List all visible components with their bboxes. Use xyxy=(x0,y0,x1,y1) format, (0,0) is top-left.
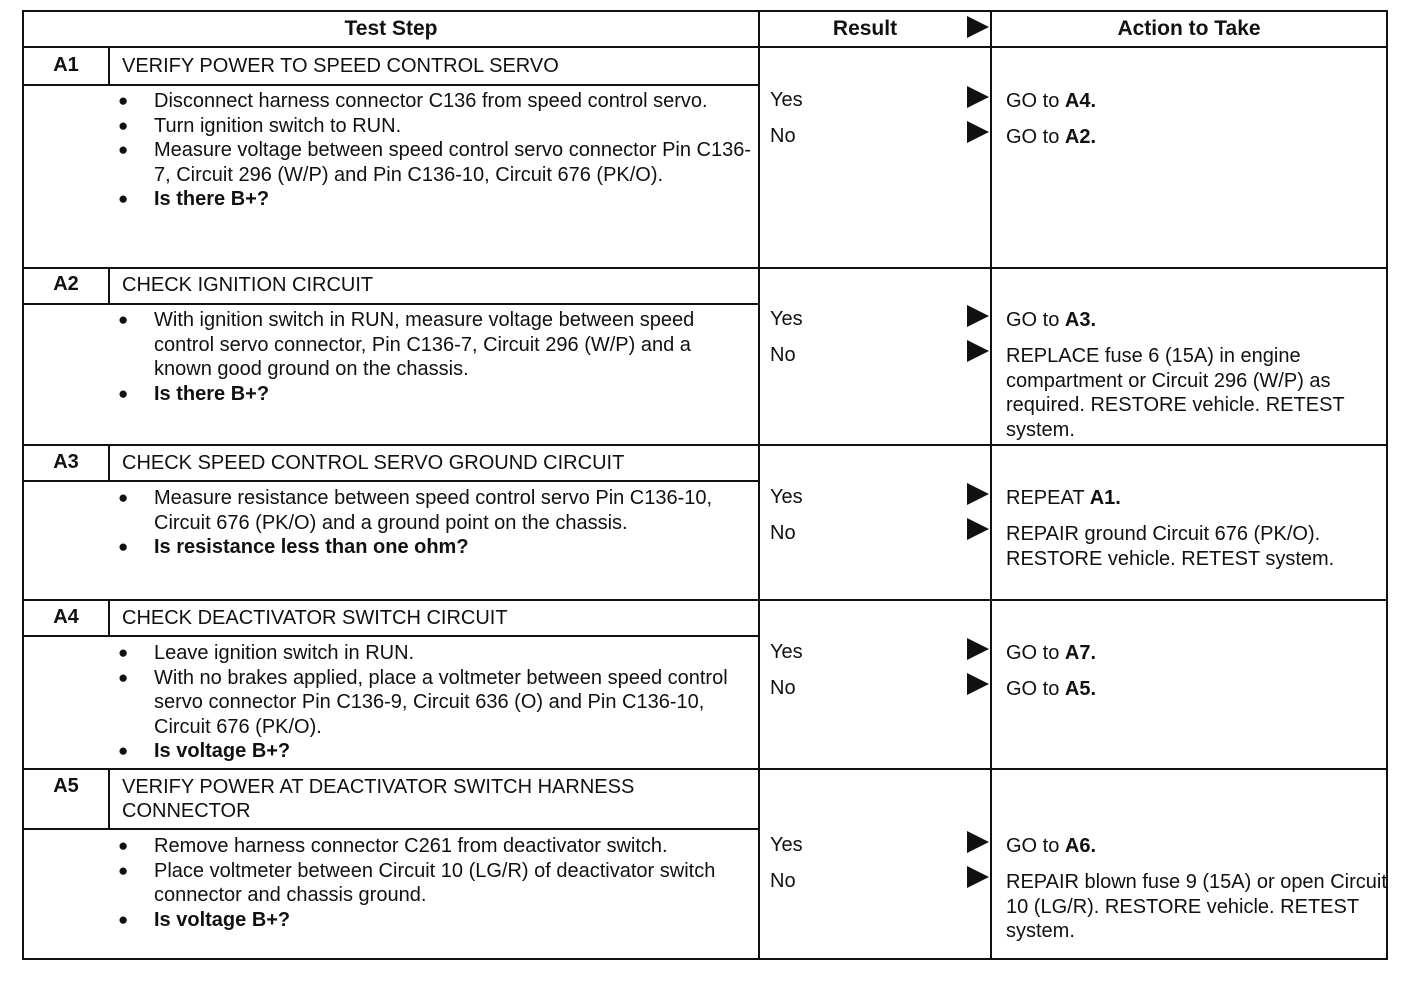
step-a5 xyxy=(24,770,1386,958)
bullet-item: ● Remove harness connector C261 from deactivator switch. xyxy=(114,834,754,859)
step-bullets xyxy=(114,308,754,406)
arrow-icon xyxy=(967,86,989,108)
diagnostic-table xyxy=(22,10,1388,960)
step-id: A3 xyxy=(53,451,79,473)
action-no xyxy=(1006,344,1388,442)
step-bullets xyxy=(114,89,754,212)
action-text: GO to xyxy=(1006,90,1065,112)
action-text: REPAIR blown fuse 9 (15A) or open Circuit 10 (LG/R). RESTORE vehicle. RETEST system. xyxy=(1006,871,1387,942)
title-divider xyxy=(24,480,758,482)
bullet-item: ● Measure resistance between speed control servo Pin C136-10, Circuit 676 (PK/O) and a ground point on the chassis. xyxy=(114,486,754,535)
step-bullets xyxy=(114,486,754,560)
bullet-question: ● Is there B+? xyxy=(114,187,754,212)
action-text: GO to xyxy=(1006,642,1065,664)
arrow-icon xyxy=(967,305,989,327)
title-divider xyxy=(24,84,758,86)
step-id: A5 xyxy=(53,775,79,797)
action-text: REPEAT xyxy=(1006,487,1090,509)
bullet-question: ● Is resistance less than one ohm? xyxy=(114,535,754,560)
result-no: No xyxy=(770,522,796,544)
step-a2 xyxy=(24,269,1386,444)
step-bullets xyxy=(114,641,754,764)
bullet-item: ● Leave ignition switch in RUN. xyxy=(114,641,754,666)
result-yes: Yes xyxy=(770,308,803,330)
action-text: GO to xyxy=(1006,835,1065,857)
id-divider xyxy=(108,48,110,84)
arrow-icon xyxy=(967,340,989,362)
result-yes: Yes xyxy=(770,641,803,663)
id-divider xyxy=(108,601,110,635)
action-text: REPAIR ground Circuit 676 (PK/O). RESTORE vehicle. RETEST system. xyxy=(1006,523,1335,570)
step-id: A4 xyxy=(53,606,79,628)
step-title: VERIFY POWER TO SPEED CONTROL SERVO xyxy=(122,55,559,77)
result-yes: Yes xyxy=(770,834,803,856)
result-yes: Yes xyxy=(770,486,803,508)
action-ref: A4. xyxy=(1064,90,1097,112)
result-no: No xyxy=(770,870,796,892)
step-title: CHECK DEACTIVATOR SWITCH CIRCUIT xyxy=(122,607,508,629)
action-yes xyxy=(1006,486,1388,511)
arrow-icon xyxy=(967,673,989,695)
bullet-item: ● Measure voltage between speed control servo connector Pin C136-7, Circuit 296 (W/P) and Pin C136-10, Circuit 676 (PK/O). xyxy=(114,138,754,187)
header-test-step: Test Step xyxy=(344,17,438,40)
result-no: No xyxy=(770,677,796,699)
arrow-icon xyxy=(967,518,989,540)
bullet-item: ● Turn ignition switch to RUN. xyxy=(114,114,754,139)
action-text: GO to xyxy=(1006,309,1065,331)
action-no xyxy=(1006,125,1388,150)
header-action: Action to Take xyxy=(1117,17,1261,40)
step-title: VERIFY POWER AT DEACTIVATOR SWITCH HARNESS CONNECTOR xyxy=(122,776,635,822)
step-title: CHECK IGNITION CIRCUIT xyxy=(122,274,374,296)
action-ref: A1. xyxy=(1089,487,1121,509)
bullet-item: ● Disconnect harness connector C136 from speed control servo. xyxy=(114,89,754,114)
arrow-icon xyxy=(967,483,989,505)
step-id: A1 xyxy=(53,54,79,76)
step-id: A2 xyxy=(53,273,79,295)
id-divider xyxy=(108,446,110,480)
action-no xyxy=(1006,870,1388,944)
step-a1 xyxy=(24,48,1386,267)
action-text: GO to xyxy=(1006,126,1065,148)
arrow-icon xyxy=(967,831,989,853)
title-divider xyxy=(24,828,758,830)
title-divider xyxy=(24,303,758,305)
arrow-icon xyxy=(967,866,989,888)
action-text: GO to xyxy=(1006,678,1065,700)
action-no xyxy=(1006,677,1388,702)
step-title: CHECK SPEED CONTROL SERVO GROUND CIRCUIT xyxy=(122,452,625,474)
action-yes xyxy=(1006,89,1388,114)
header-result: Result xyxy=(832,17,898,40)
action-no xyxy=(1006,522,1388,571)
arrow-icon xyxy=(967,121,989,143)
header-arrow-icon xyxy=(967,16,989,38)
id-divider xyxy=(108,770,110,828)
bullet-item: ● With ignition switch in RUN, measure voltage between speed control servo connector, Pin C136-7, Circuit 296 (W/P) and a known good ground on the chassis. xyxy=(114,308,754,382)
result-no: No xyxy=(770,344,796,366)
action-ref: A7. xyxy=(1064,642,1097,664)
step-a3 xyxy=(24,446,1386,599)
result-yes: Yes xyxy=(770,89,803,111)
action-ref: A2. xyxy=(1064,126,1097,148)
action-yes xyxy=(1006,641,1388,666)
action-ref: A6. xyxy=(1064,835,1097,857)
bullet-question: ● Is voltage B+? xyxy=(114,739,754,764)
bullet-item: ● With no brakes applied, place a voltmeter between speed control servo connector Pin C136-9, Circuit 636 (O) and Pin C136-10, Circuit 676 (PK/O). xyxy=(114,666,754,740)
result-no: No xyxy=(770,125,796,147)
bullet-question: ● Is there B+? xyxy=(114,382,754,407)
bullet-question: ● Is voltage B+? xyxy=(114,908,754,933)
action-yes xyxy=(1006,834,1388,859)
step-a4 xyxy=(24,601,1386,768)
title-divider xyxy=(24,635,758,637)
id-divider xyxy=(108,269,110,303)
action-ref: A5. xyxy=(1064,678,1097,700)
arrow-icon xyxy=(967,638,989,660)
action-yes xyxy=(1006,308,1388,333)
action-ref: A3. xyxy=(1064,309,1097,331)
step-bullets xyxy=(114,834,754,932)
action-text: REPLACE fuse 6 (15A) in engine compartment or Circuit 296 (W/P) as required. RESTORE vehicle. RETEST system. xyxy=(1006,345,1345,441)
bullet-item: ● Place voltmeter between Circuit 10 (LG/R) of deactivator switch connector and chassis ground. xyxy=(114,859,754,908)
